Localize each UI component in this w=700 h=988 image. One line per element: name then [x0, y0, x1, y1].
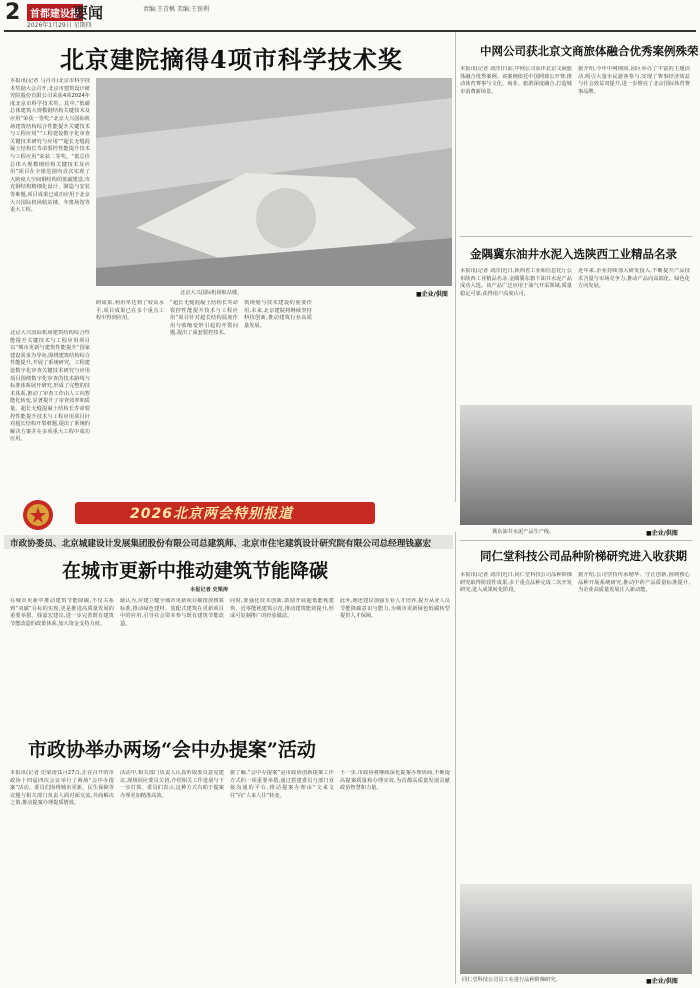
story1-column-3: 研成果,利用率达到了较高水平,项目成果已在多个重点工程中得到应用。 [96, 300, 164, 322]
story4-column-1: 在城市更新中推动建筑节能降碳,不仅关系到“双碳”目标的实现,更是推进高质量发展的重要举措。钱嘉宏建议,进一步完善既有建筑节能改造的政策体系,加大资金支持力度。 [10, 598, 114, 627]
story5-headline: 市政协举办两场“会中办提案”活动 [28, 739, 316, 761]
story1-column-1: 本报讯(记者 马丹丹)北京市科学技术奖励大会召开,北京市建筑设计研究院股份有限公司荣获4项2024年度北京市科学技术奖。其中,“低碳总体建筑大规模钢结构关键技术及应用”荣获一等奖;“北京大兴国际机场建筑结构综合性能提升关键技术与工程应用”“工程建设数字化审查关键技术研究与应用”“超长无缝混凝土结构长寿命裂控性能提升技术与工程应用”荣获二等奖。“低总价总体大规模钢结构关键技术及应用”项目在全球范围内首次实现了大跨度大空间钢结构的低碳建设,攻克钢结构精细化设计、制造与安装等难题,项目成果已成功应用于北京大兴国际机场航站楼、冬奥场馆等重大工程。 [10, 78, 90, 214]
story6-photo-credit: ■企业/供图 [646, 978, 678, 985]
story3-column-2: 近年来,企业持续加大研发投入,不断提升产品技术含量与市场竞争力,推动产品向高端化、绿色化方向发展。 [578, 268, 690, 290]
newspaper-brand: 首都建设报 [27, 4, 83, 21]
story5-column-1: 本报讯(记者 史梁涛)1月27日,正在召开的市政协十四届四次会议举行了两场“会中办提案”活动。委员们围绕城市更新、民生保障等议题与相关部门负责人面对面交流,共商解决之策,推动提案办理提质增效。 [10, 770, 114, 807]
story3-column-1: 本报讯(记者 刘洋)近日,陕西省工业和信息化厅公布陕西工业精品名录,金隅冀东旗下油井水泥产品成功入选。该产品广泛应用于油气开采领域,质量稳定可靠,获得用户高度认可。 [460, 268, 572, 297]
story4-headline: 在城市更新中推动建筑节能降碳 [62, 560, 329, 582]
national-emblem-icon [10, 498, 66, 532]
story5-column-3: 据了解,“会中办提案”是市政协创新提案工作方式的一项重要举措,通过搭建委员与部门直接沟通的平台,推动提案办理由“文来文往”向“人来人往”转变。 [230, 770, 334, 799]
editor-credit: 责编:王青枫 美编:王铁利 [143, 6, 209, 13]
story4-column-3: 同时,要强化技术创新,鼓励开展超低能耗建筑、近零能耗建筑示范,推动建筑能效提升,形成可复制推广的经验做法。 [230, 598, 334, 620]
story2-column-1: 本报讯(记者 刘洋)日前,中网公司获评北京文商旅体融合优秀案例。该案例依托中国网球公开赛,推动体育赛事与文化、商业、旅游深度融合,打造城市消费新场景。 [460, 66, 572, 95]
story5-column-4: 下一步,市政协将继续深化提案办理协商,不断提高提案质量和办理实效,为首都高质量发展贡献政协智慧和力量。 [340, 770, 450, 792]
story1-headline: 北京建院摘得4项市科学技术奖 [60, 45, 403, 74]
story6-column-2: 据介绍,公司坚持传承精华、守正创新,围绕核心品种开展系统研究,推动中药产品质量标准提升,为企业高质量发展注入新动能。 [578, 572, 690, 594]
story3-photo-credit: ■企业/供图 [646, 530, 678, 537]
story4-subtitle: 市政协委员、北京城建设计发展集团股份有限公司总建筑师、北京市住宅建筑设计研究院有限公司总经理钱嘉宏 [10, 539, 432, 549]
story2-column-2: 据介绍,今年中网期间,园区举办了丰富的主题活动,吸引大量市民游客参与,实现了赛事经济效益与社会效益双提升,进一步擦亮了北京国际体育赛事品牌。 [578, 66, 690, 95]
column-divider-lower [455, 532, 456, 984]
story3-photo-caption: 冀东油井水泥产品生产线。 [492, 529, 555, 535]
story1-photo-credit: ■企业/供图 [416, 291, 448, 298]
special-report-title: 2026北京两会特别报道 [130, 506, 293, 522]
story4-byline: 本报记者 史梁涛 [190, 587, 229, 593]
page-number: 2 [5, 0, 21, 25]
terminal-core [256, 188, 316, 248]
issue-date: 2026年1月29日 星期四 [27, 22, 92, 29]
story2-headline: 中网公司获北京文商旅体融合优秀案例殊荣 [480, 44, 699, 58]
story6-headline: 同仁堂科技公司品种阶梯研究进入收获期 [480, 549, 687, 563]
section-title: 要闻 [73, 4, 104, 22]
story3-headline: 金隅冀东油井水泥入选陕西工业精品名录 [470, 247, 677, 261]
story6-column-1: 本报讯(记者 刘洋)近日,同仁堂科技公司品种阶梯研究取得阶段性成果,多个重点品种完成二次开发研究,进入成果转化阶段。 [460, 572, 572, 594]
header-rule [4, 30, 696, 32]
story1-column-5: 筑规划与技术建设的重要作用,未来,北京建院将继续坚持科技创新,推动建筑行业高质量发展。 [244, 300, 312, 329]
story1-column-4: “超长无缝混凝土结构长寿命裂控性能提升技术与工程应用”项目针对超长结构温度作用与收缩变形引起的开裂问题,提出了成套裂控技术。 [170, 300, 238, 337]
story4-column-2: 她认为,应建立健全城市更新项目碳排放核算标准,推动绿色建材、装配式建筑在更新项目中的应用,引导社会资本参与既有建筑节能改造。 [120, 598, 224, 627]
lab-researcher-photo [460, 884, 692, 974]
story6-photo-caption: 同仁堂科技公司员工在进行品种阶梯研究。 [462, 977, 561, 983]
story1-photo-caption: 北京大兴国际机场航站楼。 [180, 290, 243, 296]
story4-column-4: 此外,她还建议加强专业人才培养,提升从业人员节能降碳意识与能力,为城市更新绿色低碳转型提供人才保障。 [340, 598, 450, 620]
column-divider [455, 32, 456, 502]
cement-plant-photo [460, 405, 692, 525]
story6-divider [460, 540, 692, 541]
story5-column-2: 活动中,相关部门负责人认真听取委员意见建议,现场回应委员关切,介绍相关工作进展与下一步打算。委员们表示,这种方式有助于提案办理更加精准高效。 [120, 770, 224, 799]
story1-column-2: 北京大兴国际机场建筑结构综合性能提升关键技术与工程应用项目以“城市更新与建筑性能提升”国家建设需求为导向,围绕建筑结构综合性能提升,开展了系统研究。工程建设数字化审查关键技术研究与应用项目围绕数字化审查的技术路线与标准体系展开研究,形成了完整的技术体系,推动了审查工作由人工向智能化转变,显著提升了审查效率和质量。超长无缝混凝土结构长寿命裂控性能提升技术与工程应用项目针对超长结构开裂难题,提出了系统的解决方案并在多项重大工程中成功应用。 [10, 330, 90, 443]
airport-aerial-photo [96, 78, 452, 286]
airport-terminal-illustration [96, 78, 452, 286]
story2-divider [460, 236, 692, 237]
